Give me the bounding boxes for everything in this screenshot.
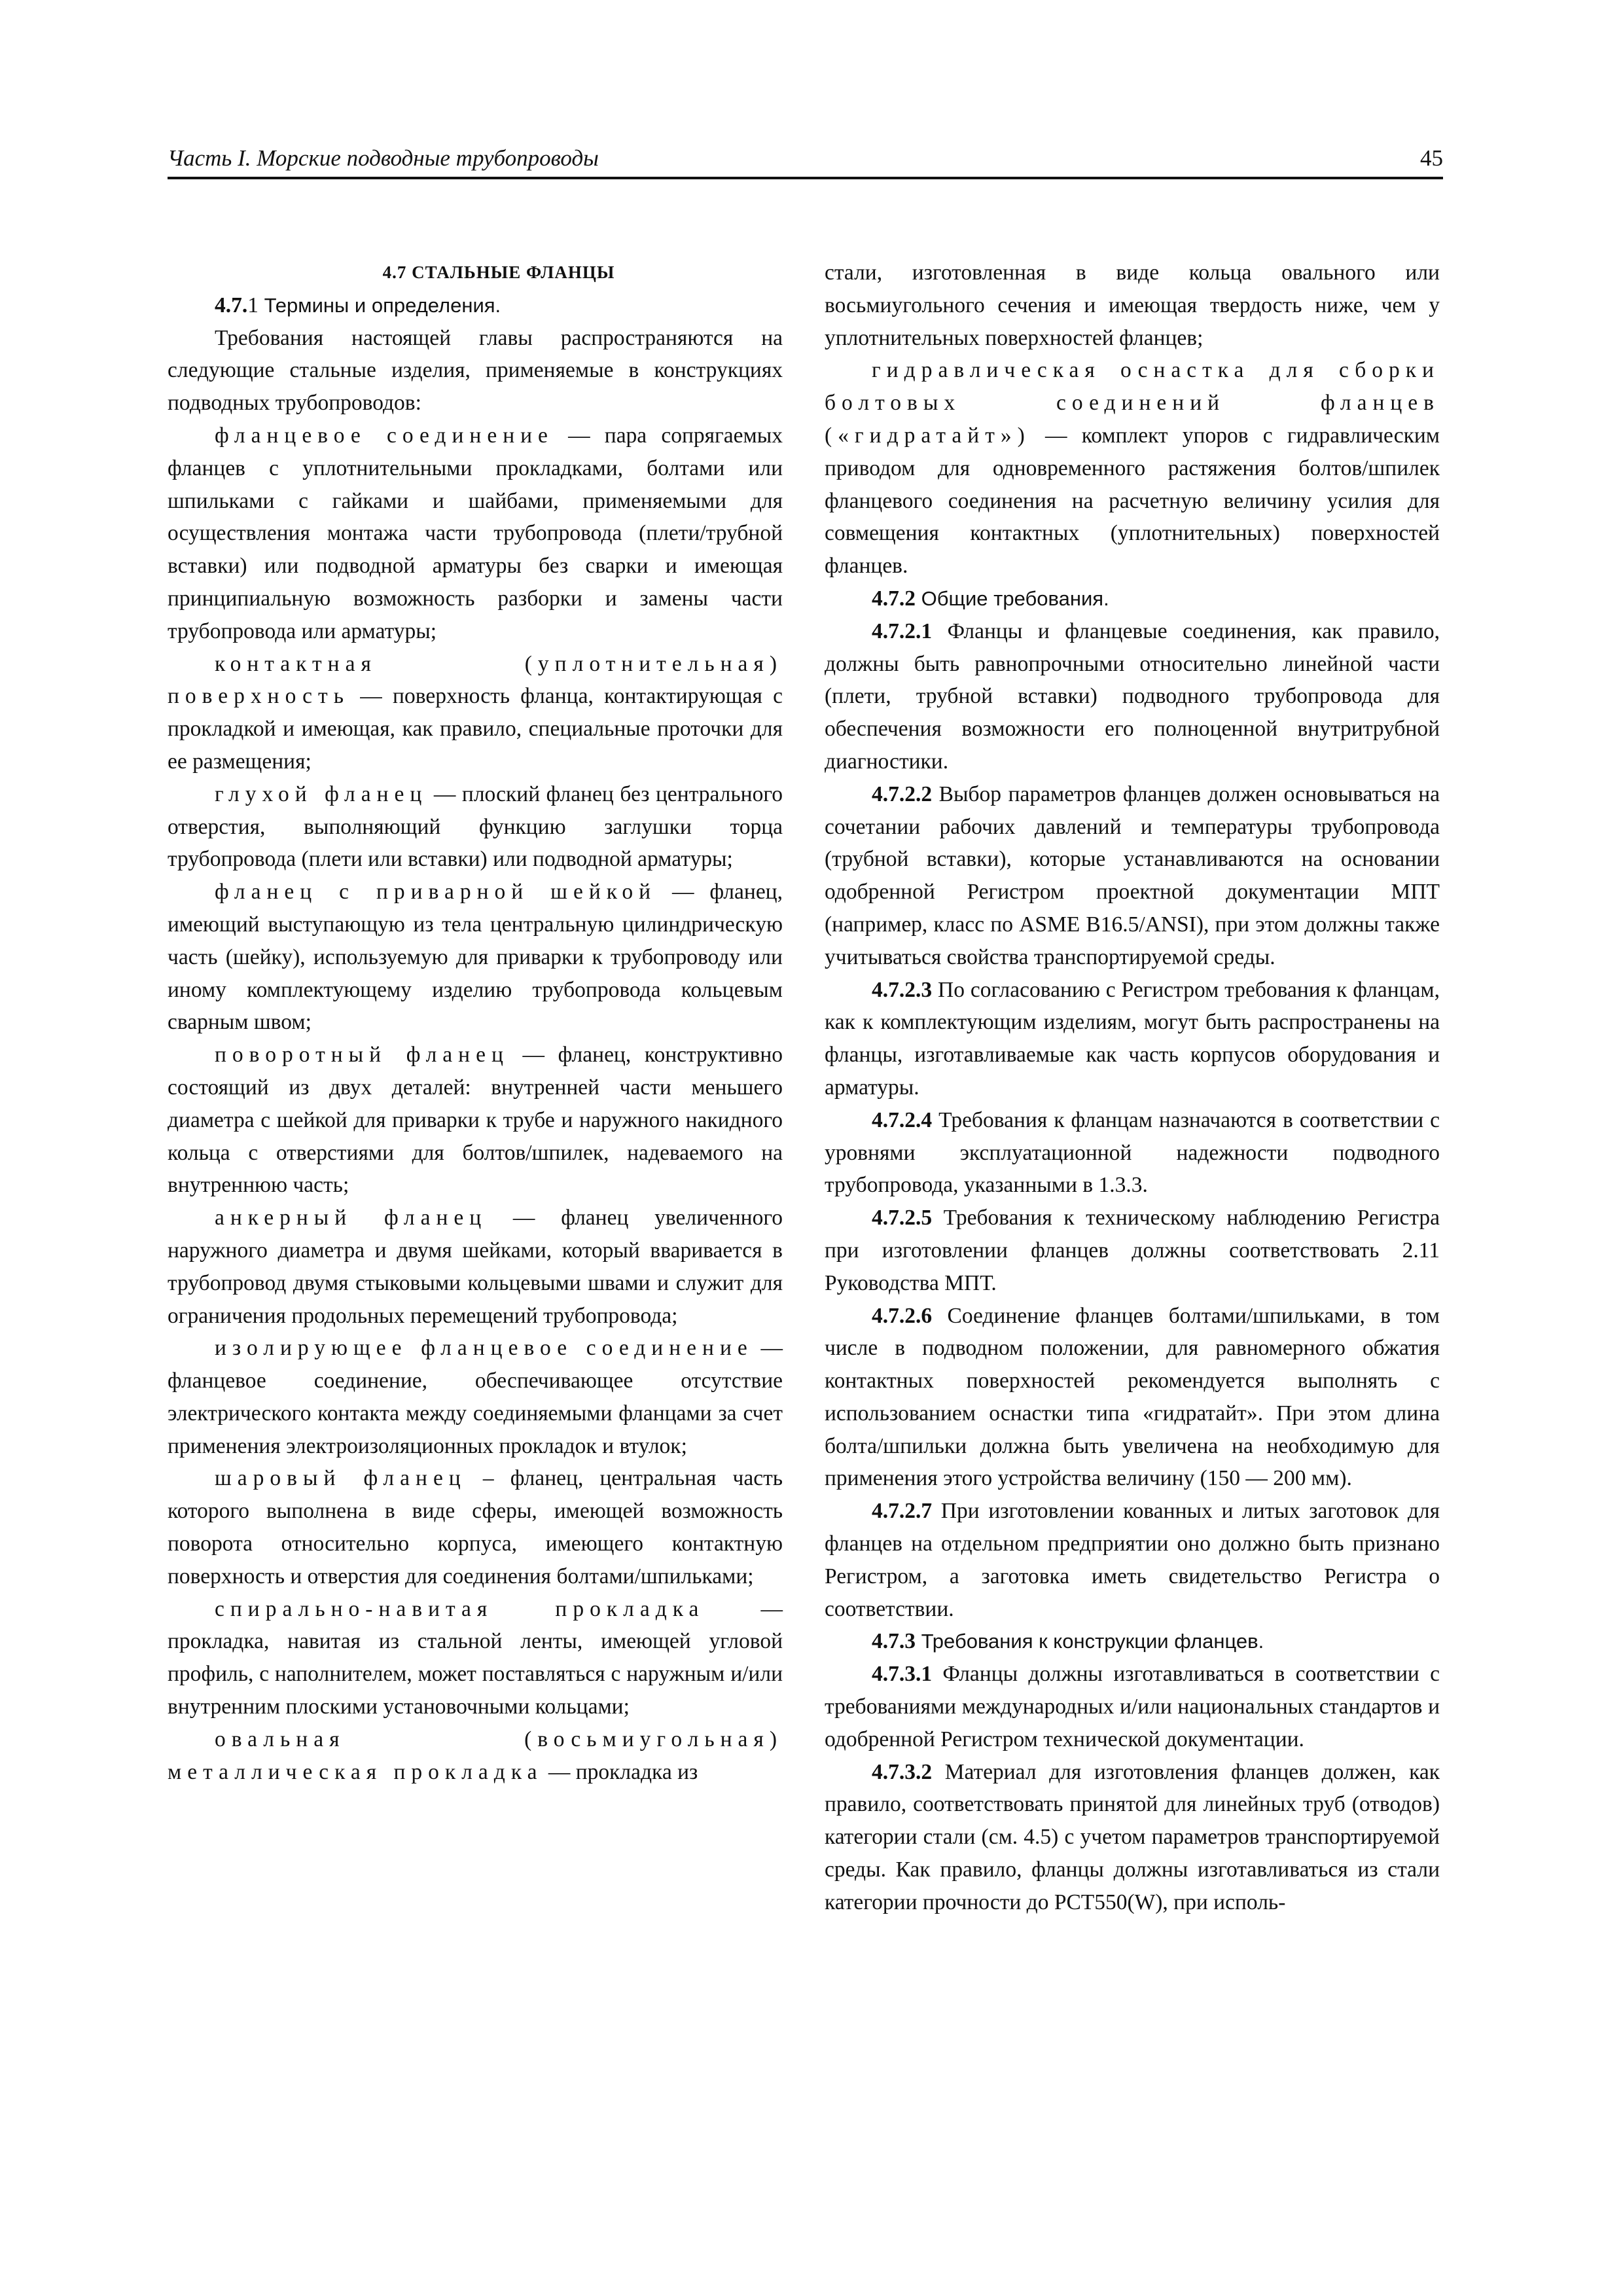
paragraph-4-7-2-6 [825, 1300, 1440, 1496]
clause-text: Материал для изготовления фланцев должен, как правило, соответствовать принятой для линейных труб (отводов) категории стали (см. 4.5) с учетом параметров транспортируемой среды. Как правило, фланцы должны изготавливаться из стали категории прочности до PCT550(W), при исполь- [825, 1759, 1440, 1914]
paragraph-4-7-1 [168, 289, 783, 322]
term: поворотный фланец [215, 1043, 509, 1067]
term: глухой фланец [215, 781, 428, 806]
clause-number: 4.7.2 [872, 586, 916, 611]
clause-number: 4.7. [215, 293, 248, 317]
clause-number: 4.7.2.6 [872, 1303, 933, 1328]
term: овальная (восьмиугольная) металлическая прокладка [168, 1727, 783, 1784]
term: фланцевое соединение [215, 423, 554, 448]
left-column [168, 257, 783, 1788]
running-header [168, 145, 1443, 178]
definition-text: — прокладка, навитая из стальной ленты, имеющей угловой профиль, с наполнителем, может поставляться с наружным и/или внутренним плоскими установочными кольцами; [168, 1596, 783, 1719]
paragraph-4-7-2-4 [825, 1104, 1440, 1202]
definition-ring-joint-gasket [168, 1723, 783, 1789]
term: спирально-навитая прокладка [215, 1596, 705, 1621]
paragraph-4-7-2 [825, 583, 1440, 615]
paragraph-4-7-3 [825, 1625, 1440, 1658]
clause-number: 4.7.2.5 [872, 1206, 933, 1230]
paragraph-4-7-3-1 [825, 1658, 1440, 1755]
clause-text: Выбор параметров фланцев должен основываться на сочетании рабочих давлений и температуры трубопровода (трубной вставки), которые устанавливаются на основании одобренной Регистром проектной документации МПТ (например, класс по ASME B16.5/ANSI), при этом должны также учитываться свойства транспортируемой среды. [825, 781, 1440, 969]
clause-number: 4.7.3.1 [872, 1662, 933, 1687]
clause-text: Требования к фланцам назначаются в соответствии с уровнями эксплуатационной надежности подводного трубопровода, указанными в 1.3.3. [825, 1107, 1440, 1198]
clause-number: 4.7.2.4 [872, 1107, 933, 1132]
definition-text: — фланцевое соединение, обеспечивающее отсутствие электрического контакта между соединяемыми фланцами за счет применения электроизоляционных прокладок и втулок; [168, 1336, 783, 1458]
definition-hydratight [825, 354, 1440, 583]
definition-ball-flange [168, 1462, 783, 1592]
definition-contact-surface [168, 648, 783, 778]
paragraph-4-7-2-1 [825, 615, 1440, 778]
clause-text: Соединение фланцев болтами/шпильками, в том числе в подводном положении, для равномерного обжатия контактных поверхностей рекомендуется выполнять с использованием оснастки типа «гидратайт». При этом длина болта/шпильки должна быть увеличена на необходимую для применения этого устройства величину (150 — 200 мм). [825, 1303, 1440, 1491]
clause-number: 4.7.3 [872, 1629, 916, 1654]
paragraph-4-7-2-5 [825, 1202, 1440, 1299]
clause-text: Фланцы и фланцевые соединения, как правило, должны быть равнопрочными относительно линейной части (плети, трубной вставки) подводного трубопровода для обеспечения возможности его полноценной внутритрубной диагностики. [825, 619, 1440, 774]
paragraph-4-7-2-7 [825, 1495, 1440, 1625]
definition-text: — комплект упоров с гидравлическим приводом для одновременного растяжения болтов/шпилек фланцевого соединения на расчетную величину усилия для совмещения контактных (уплотнительных) поверхностей фланцев. [825, 423, 1440, 579]
right-column [825, 257, 1440, 1919]
paragraph-4-7-2-3 [825, 974, 1440, 1104]
clause-number: 4.7.2.7 [872, 1499, 933, 1524]
running-header-title: Часть I. Морские подводные трубопроводы [168, 145, 599, 171]
term: изолирующее фланцевое соединение [215, 1336, 753, 1361]
definition-text: — фланец, конструктивно состоящий из двух деталей: внутренней части меньшего диаметра с шейкой для приварки к трубе и наружного накидного кольца с отверстиями для болтов/шпилек, надеваемого на внутреннюю часть; [168, 1043, 783, 1198]
definition-insulating-joint [168, 1332, 783, 1462]
definition-flange-joint [168, 420, 783, 648]
clause-number-tail: 1 [247, 293, 259, 317]
clause-text: Фланцы должны изготавливаться в соответствии с требованиями международных и/или национальных стандартов и одобренной Регистром технической документации. [825, 1662, 1440, 1751]
definition-anchor-flange [168, 1202, 783, 1332]
term: гидравлическая оснастка для сборки болтовых соединений фланцев («гидратайт») [825, 358, 1440, 448]
term: фланец с приварной шейкой [215, 880, 656, 905]
clause-heading: Требования к конструкции фланцев. [916, 1630, 1264, 1653]
clause-number: 4.7.2.3 [872, 977, 933, 1002]
definition-text: — плоский фланец без центрального отверстия, выполняющий функцию заглушки торца трубопровода (плети или вставки) или подводной арматуры; [168, 781, 783, 872]
definition-text: — прокладка из [543, 1759, 698, 1784]
clause-number: 4.7.3.2 [872, 1759, 933, 1784]
term: контактная (уплотнительная) поверхность [168, 651, 783, 709]
clause-text: При изготовлении кованных и литых заготовок для фланцев на отдельном предприятии оно должно быть признано Регистром, а заготовка иметь свидетельство Регистра о соответствии. [825, 1499, 1440, 1621]
definition-text: — фланец увеличенного наружного диаметра и двумя шейками, который вваривается в трубопровод двумя стыковыми кольцевыми швами и служит для ограничения продольных перемещений трубопровода; [168, 1206, 783, 1328]
paragraph-scope: Требования настоящей главы распространяются на следующие стальные изделия, применяемые в конструкциях подводных трубопроводов: [168, 325, 783, 416]
definition-swivel-flange [168, 1039, 783, 1202]
clause-text: Требования к техническому наблюдению Регистра при изготовлении фланцев должны соответствовать 2.11 Руководства МПТ. [825, 1206, 1440, 1295]
definition-blind-flange [168, 778, 783, 876]
term: анкерный фланец [215, 1206, 488, 1230]
definition-continuation: стали, изготовленная в виде кольца овального или восьмиугольного сечения и имеющая твердость ниже, чем у уплотнительных поверхностей фланцев; [825, 260, 1440, 350]
definition-text: – фланец, центральная часть которого выполнена в виде сферы, имеющей возможность поворота относительно корпуса, имеющего контактную поверхность и отверстия для соединения болтами/шпильками; [168, 1466, 783, 1588]
section-title: 4.7 СТАЛЬНЫЕ ФЛАНЦЫ [382, 262, 615, 282]
page-number: 45 [1420, 145, 1443, 171]
term: шаровый фланец [215, 1466, 467, 1491]
clause-number: 4.7.2.2 [872, 781, 933, 806]
paragraph-4-7-3-2 [825, 1756, 1440, 1919]
paragraph-4-7-2-2 [825, 778, 1440, 974]
header-rule [168, 177, 1443, 179]
definition-text: — пара сопрягаемых фланцев с уплотнительными прокладками, болтами или шпильками с гайками и шайбами, применяемыми для осуществления монтажа части трубопровода (плети/трубной вставки) или подводной арматуры без сварки и имеющая принципиальную возможность разборки и замены части трубопровода или арматуры; [168, 423, 783, 643]
clause-number: 4.7.2.1 [872, 619, 933, 643]
clause-text: По согласованию с Регистром требования к фланцам, как к комплектующим изделиям, могут быть распространены на фланцы, изготавливаемые как часть корпусов оборудования и арматуры. [825, 977, 1440, 1100]
clause-heading: Термины и определения. [259, 293, 501, 317]
definition-text: — поверхность фланца, контактирующая с прокладкой и имеющая, как правило, специальные проточки для ее размещения; [168, 684, 783, 774]
clause-heading: Общие требования. [916, 586, 1109, 610]
definition-weld-neck-flange [168, 876, 783, 1039]
definition-spiral-wound-gasket [168, 1593, 783, 1723]
definition-text: — фланец, имеющий выступающую из тела центральную цилиндрическую часть (шейку), используемую для приварки к трубопроводу или иному комплектующему изделию трубопровода кольцевым сварным швом; [168, 880, 783, 1035]
